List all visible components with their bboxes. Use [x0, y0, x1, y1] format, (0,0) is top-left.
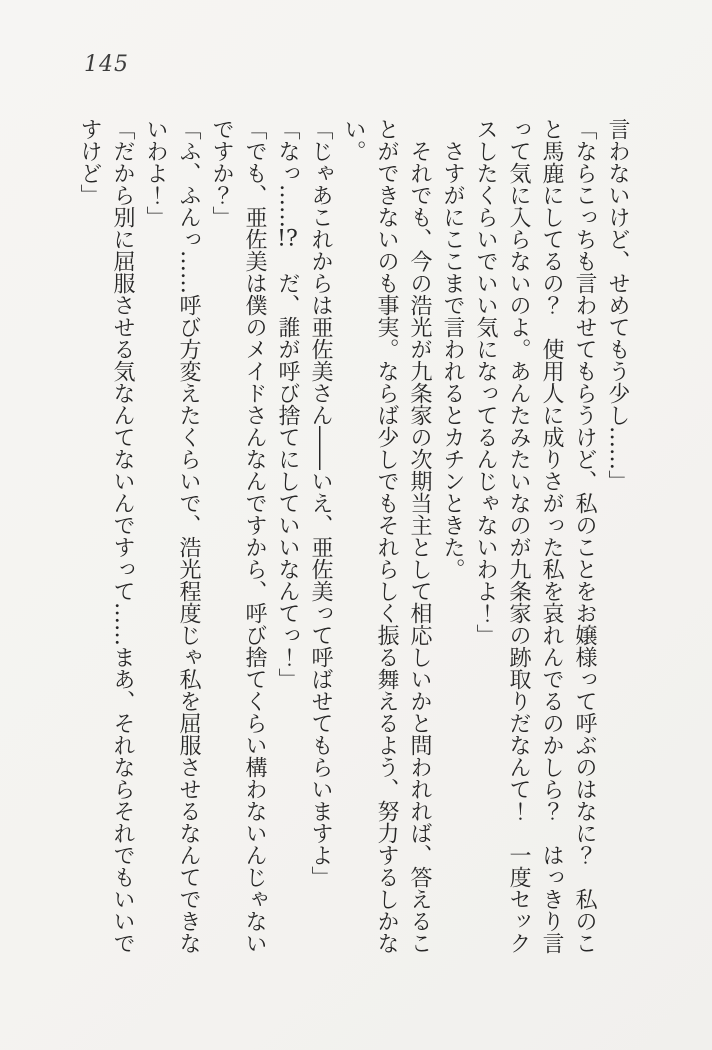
text-line: 「だから別に屈服させる気なんてないんですって……まあ、それならそれでもいいで [110, 118, 135, 954]
text-line: い。 [341, 118, 366, 162]
text-line: 「ならこっちも言わせてもらうけど、私のことをお嬢様って呼ぶのはなに？ 私のこ [572, 118, 597, 954]
text-segment: だ、誰が呼び捨てにしていいなんてっ！」 [275, 250, 300, 690]
text-line: 言わないけど、せめてもう少し……」 [605, 118, 630, 492]
text-line: スしたくらいでいい気になってるんじゃないわよ！」 [473, 118, 498, 646]
text-segment: 「なっ…… [275, 118, 300, 228]
text-line: いわよ！」 [143, 118, 168, 228]
text-line: とができないのも事実。ならば少しでもそれらしく振る舞えるよう、努力するしかな [374, 118, 399, 954]
text-line [271, 118, 304, 966]
text-line: 「でも、亜佐美は僕のメイドさんなんですから、呼び捨てくらい構わないんじゃない [242, 118, 267, 954]
text-line: 「じゃあこれからは亜佐美さん――いえ、亜佐美って呼ばせてもらいますよ」 [308, 118, 333, 888]
text-line: それでも、今の浩光が九条家の次期当主として相応しいかと問われれば、答えるこ [407, 118, 432, 954]
page-number: 145 [84, 52, 129, 77]
text-line: と馬鹿にしてるの？ 使用人に成りさがった私を哀れんでるのかしら？ はっきり言 [539, 118, 564, 954]
text-line: 「ふ、ふんっ……呼び方変えたくらいで、浩光程度じゃ私を屈服させるなんてできな [176, 118, 201, 954]
vertical-text-block [68, 118, 634, 966]
text-line: って気に入らないのよ。あんたみたいなのが九条家の跡取りだなんて！ 一度セック [506, 118, 531, 954]
text-line: すけど」 [77, 118, 102, 206]
tate-chu-yoko-exclamation: !? [277, 228, 298, 250]
text-line: ですか？」 [209, 118, 234, 228]
text-line: さすがにここまで言われるとカチンときた。 [440, 118, 465, 580]
